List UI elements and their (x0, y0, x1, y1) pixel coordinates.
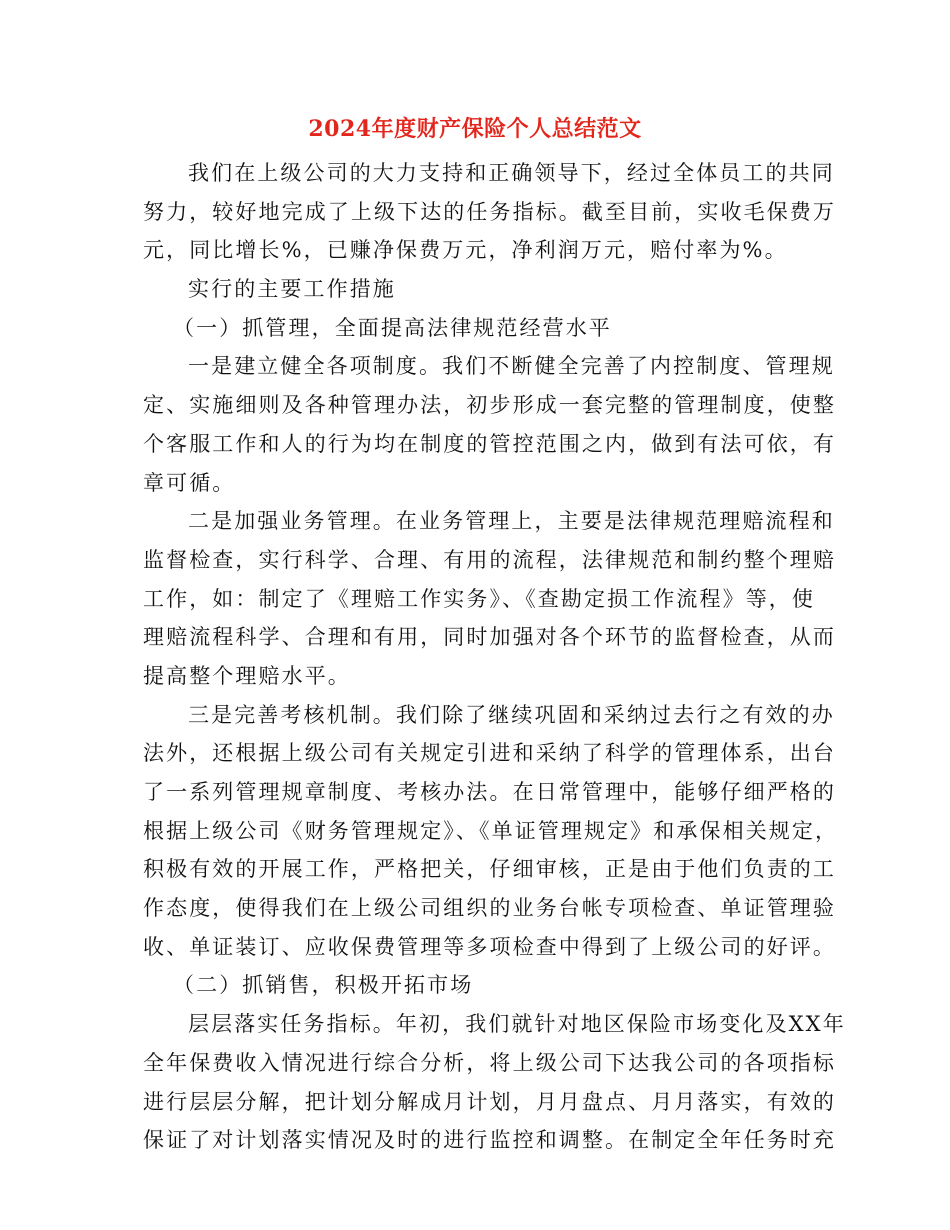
paragraph-line: 积极有效的开展工作，严格把关，仔细审核，正是由于他们负责的工 (143, 857, 836, 882)
paragraph-line: 全年保费收入情况进行综合分析，将上级公司下达我公司的各项指标 (143, 1050, 836, 1075)
document-title: 2024年度财产保险个人总结范文 (308, 116, 642, 142)
paragraph-line: 了一系列管理规章制度、考核办法。在日常管理中，能够仔细严格的 (143, 780, 836, 804)
paragraph-line: 根据上级公司《财务管理规定》、《单证管理规定》和承保相关规定， (143, 818, 839, 843)
section-heading: （一）抓管理，全面提高法律规范经营水平 (173, 315, 612, 340)
paragraph-line: 法外，还根据上级公司有关规定引进和采纳了科学的管理体系，出台 (143, 741, 836, 766)
paragraph-line: 我们在上级公司的大力支持和正确领导下，经过全体员工的共同 (188, 161, 835, 185)
paragraph-line: 层层落实任务指标。年初，我们就针对地区保险市场变化及XX年 (188, 1012, 846, 1037)
section-heading: 实行的主要工作措施 (188, 277, 396, 302)
paragraph-line: 保证了对计划落实情况及时的进行监控和调整。在制定全年任务时充 (143, 1128, 836, 1153)
paragraph-line: 收、单证装订、应收保费管理等多项检查中得到了上级公司的好评。 (143, 934, 836, 959)
paragraph-line: 作态度，使得我们在上级公司组织的业务台帐专项检查、单证管理验 (143, 896, 836, 921)
paragraph-line: 三是完善考核机制。我们除了继续巩固和采纳过去行之有效的办 (188, 702, 835, 727)
paragraph-line: 一是建立健全各项制度。我们不断健全完善了内控制度、管理规 (188, 354, 835, 379)
paragraph-line: 监督检查，实行科学、合理、有用的流程，法律规范和制约整个理赔 (143, 547, 836, 572)
paragraph-line: 二是加强业务管理。在业务管理上，主要是法律规范理赔流程和 (188, 509, 835, 534)
paragraph-line: 提高整个理赔水平。 (143, 663, 351, 688)
paragraph-line: 工作，如：制定了《理赔工作实务》、《查勘定损工作流程》等，使 (143, 586, 815, 611)
paragraph-line: 定、实施细则及各种管理办法，初步形成一套完整的管理制度，使整 (143, 393, 836, 418)
paragraph-line: 进行层层分解，把计划分解成月计划，月月盘点、月月落实，有效的 (143, 1089, 836, 1114)
paragraph-line: 元，同比增长%，已赚净保费万元，净利润万元，赔付率为%。 (143, 238, 788, 263)
paragraph-line: 理赔流程科学、合理和有用，同时加强对各个环节的监督检查，从而 (143, 625, 836, 650)
paragraph-line: 个客服工作和人的行为均在制度的管控范围之内，做到有法可依，有 (143, 431, 836, 456)
paragraph-line: 章可循。 (143, 470, 236, 495)
section-heading: （二）抓销售，积极开拓市场 (173, 973, 474, 998)
document-body (143, 154, 846, 1160)
paragraph-line: 努力，较好地完成了上级下达的任务指标。截至目前，实收毛保费万 (143, 199, 836, 224)
